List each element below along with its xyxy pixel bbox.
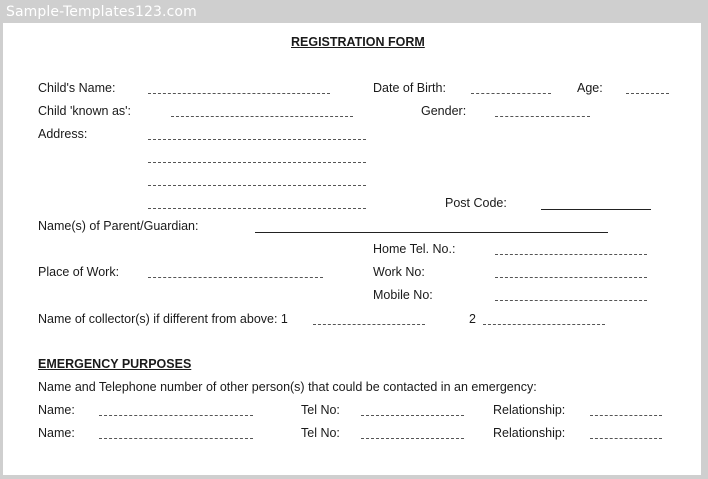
- place-of-work-field[interactable]: [148, 277, 323, 278]
- mobile-no-field[interactable]: [495, 300, 647, 301]
- emergency-heading: EMERGENCY PURPOSES: [38, 357, 192, 371]
- gender-field[interactable]: [495, 116, 590, 117]
- childs-name-field[interactable]: [148, 93, 330, 94]
- emergency-relationship-field[interactable]: [590, 415, 662, 416]
- address-line-3[interactable]: [148, 185, 366, 186]
- emergency-name-label: Name:: [38, 426, 75, 440]
- childs-name-label: Child's Name:: [38, 81, 116, 95]
- mobile-no-label: Mobile No:: [373, 288, 433, 302]
- parent-guardian-field[interactable]: [255, 232, 608, 233]
- emergency-tel-label: Tel No:: [301, 426, 340, 440]
- date-of-birth-label: Date of Birth:: [373, 81, 446, 95]
- collector-1-field[interactable]: [313, 324, 425, 325]
- collector-2-field[interactable]: [483, 324, 605, 325]
- emergency-name-label: Name:: [38, 403, 75, 417]
- emergency-name-field[interactable]: [99, 438, 253, 439]
- emergency-instruction: Name and Telephone number of other person(s) that could be contacted in an emergency:: [38, 380, 537, 394]
- emergency-tel-field[interactable]: [361, 415, 464, 416]
- address-line-4[interactable]: [148, 208, 366, 209]
- post-code-label: Post Code:: [445, 196, 507, 210]
- home-tel-field[interactable]: [495, 254, 647, 255]
- age-field[interactable]: [626, 93, 669, 94]
- work-no-label: Work No:: [373, 265, 425, 279]
- site-watermark: Sample-Templates123.com: [6, 4, 197, 20]
- collectors-label: Name of collector(s) if different from above: 1: [38, 312, 288, 326]
- home-tel-label: Home Tel. No.:: [373, 242, 456, 256]
- address-line-1[interactable]: [148, 139, 366, 140]
- work-no-field[interactable]: [495, 277, 647, 278]
- emergency-name-field[interactable]: [99, 415, 253, 416]
- address-line-2[interactable]: [148, 162, 366, 163]
- emergency-relationship-label: Relationship:: [493, 403, 566, 417]
- registration-form: [3, 23, 701, 475]
- collector-2-label: 2: [469, 312, 476, 326]
- emergency-relationship-field[interactable]: [590, 438, 662, 439]
- date-of-birth-field[interactable]: [471, 93, 551, 94]
- child-known-as-field[interactable]: [171, 116, 353, 117]
- parent-guardian-label: Name(s) of Parent/Guardian:: [38, 219, 199, 233]
- gender-label: Gender:: [421, 104, 467, 118]
- form-title: REGISTRATION FORM: [291, 35, 425, 49]
- address-label: Address:: [38, 127, 88, 141]
- emergency-tel-field[interactable]: [361, 438, 464, 439]
- emergency-tel-label: Tel No:: [301, 403, 340, 417]
- child-known-as-label: Child 'known as':: [38, 104, 132, 118]
- emergency-relationship-label: Relationship:: [493, 426, 566, 440]
- place-of-work-label: Place of Work:: [38, 265, 120, 279]
- post-code-field[interactable]: [541, 209, 651, 210]
- age-label: Age:: [577, 81, 603, 95]
